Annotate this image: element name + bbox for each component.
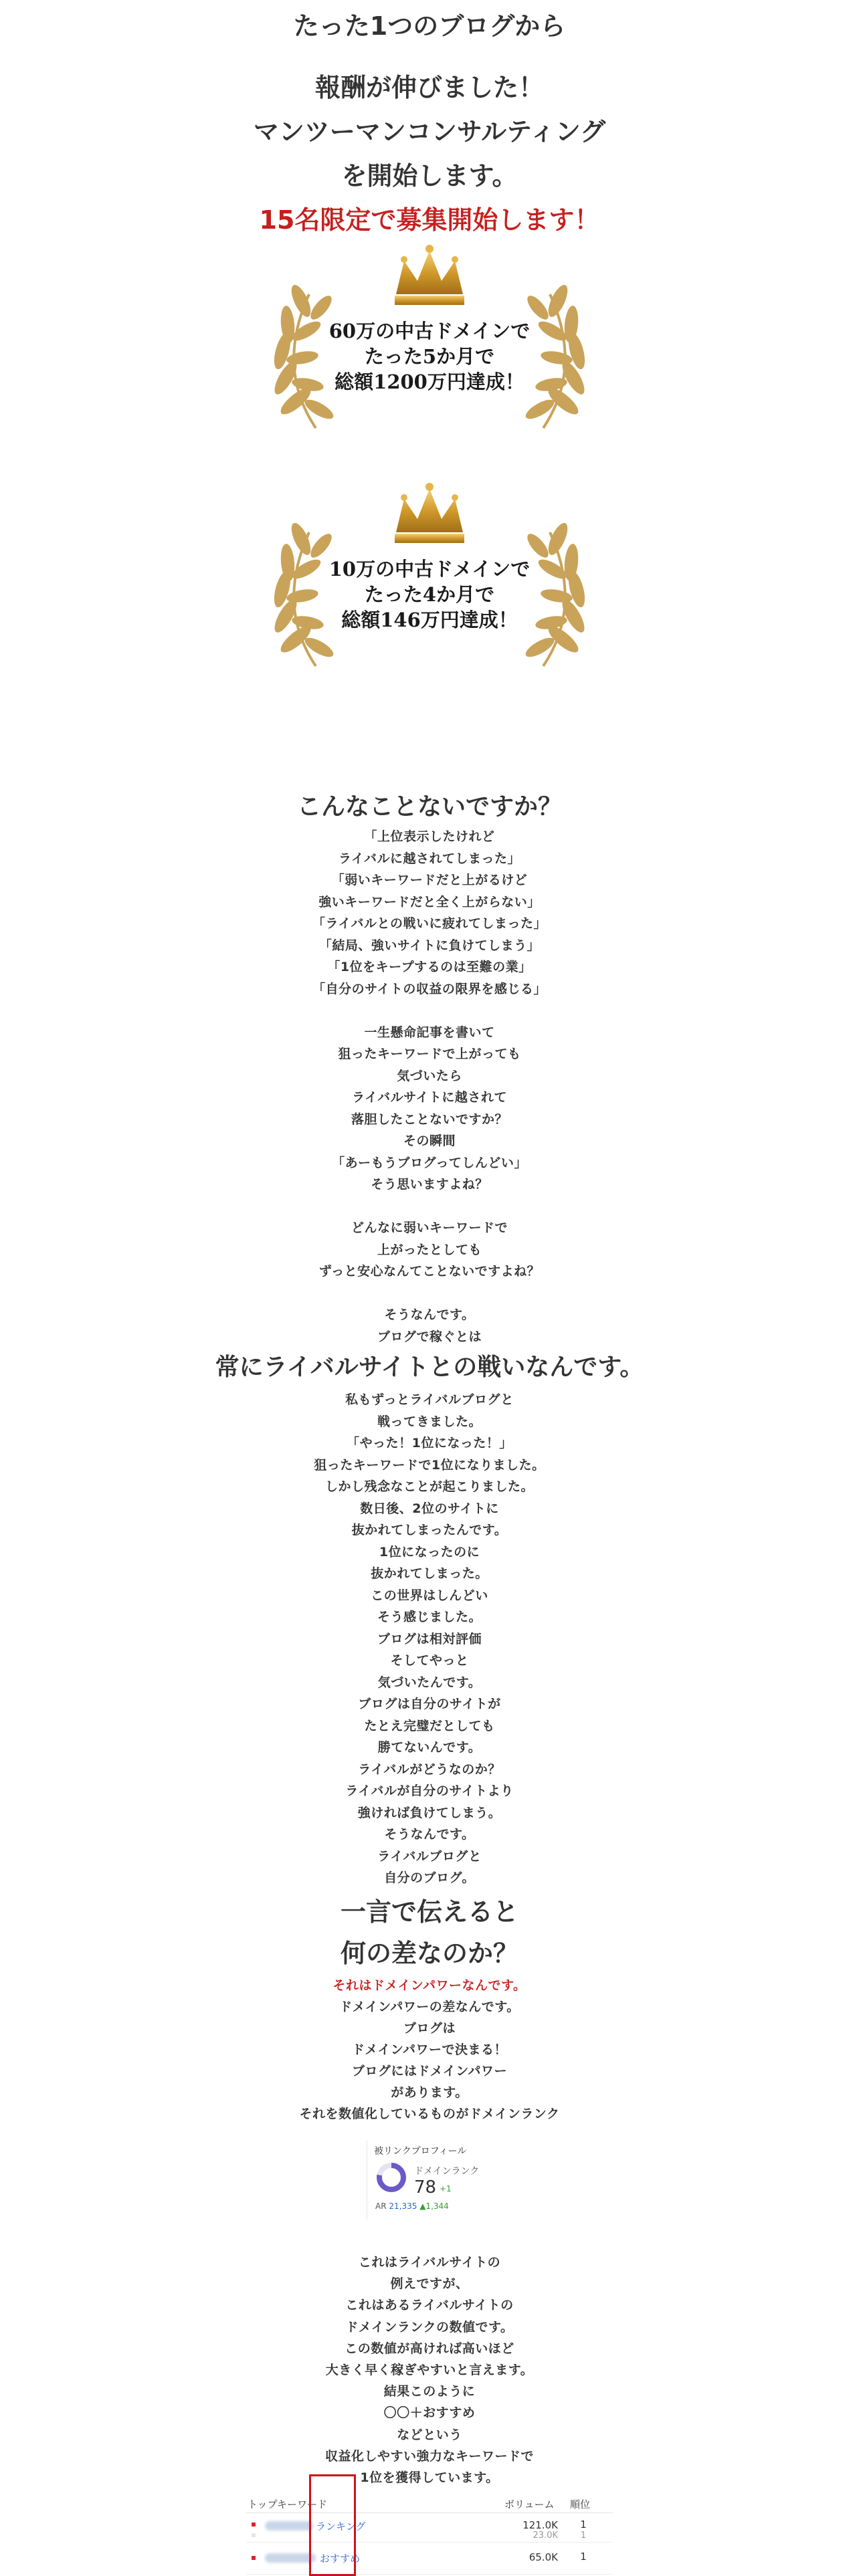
body-line: 「結局、強いサイトに負けてしまう」	[318, 938, 541, 953]
domain-power-highlight: それはドメインパワーなんです。	[332, 1978, 527, 1993]
body-line: そう思いますよね？	[371, 1177, 488, 1192]
keyword-rank-sub: 1	[580, 2531, 587, 2541]
body-line: 気づいたら	[397, 1068, 462, 1083]
body-line: これはあるライバルサイトの	[345, 2298, 514, 2313]
body-line: 勝てないんです。	[377, 1740, 482, 1755]
backlink-profile-widget	[367, 2140, 507, 2220]
body-line: 自分のブログ。	[384, 1870, 475, 1885]
ar-label: AR	[375, 2202, 387, 2211]
achievement-2-line2: たった4か月で	[364, 583, 495, 606]
domain-rank-delta: +1	[440, 2184, 452, 2193]
body-line: 抜かれてしまったんです。	[351, 1523, 508, 1537]
body-line: 「あーもうブログってしんどい」	[332, 1155, 527, 1170]
keyword-volume-sub: 23.0K	[533, 2531, 558, 2541]
keyword-link[interactable]: ランキング	[316, 2520, 366, 2533]
body-line: ライバルが自分のサイトより	[345, 1784, 514, 1798]
body-line: 大きく早く稼ぎやすいと言えます。	[325, 2363, 534, 2377]
body-line: 収益化しやすい強力なキーワードで	[324, 2448, 534, 2464]
achievement-badge-2	[249, 472, 610, 673]
domain-rank-value: 78	[414, 2177, 437, 2197]
body-line: そうなんです。	[384, 1827, 475, 1842]
body-line: その瞬間	[403, 1134, 456, 1148]
body-line: 「自分のサイトの収益の限界を感じる」	[312, 981, 547, 996]
achievement-1-line1: 60万の中古ドメインで	[328, 320, 531, 342]
keyword-marker-icon	[252, 2523, 256, 2527]
blurred-keyword	[265, 2521, 313, 2531]
body-line: 「弱いキーワードだと上がるけど	[331, 873, 528, 887]
achievement-2-line1: 10万の中古ドメインで	[328, 558, 531, 580]
body-line: 戦ってきました。	[377, 1414, 482, 1429]
page-title: たった1つのブログから	[293, 11, 566, 41]
keyword-rank: 1	[580, 2518, 587, 2531]
ahrefs-rank	[375, 2202, 449, 2211]
body-line: 例えですが、	[390, 2276, 469, 2292]
body-line: ずっと安心なんてことないですよね？	[318, 1264, 541, 1279]
limited-offer: 15名限定で募集開始します！	[259, 205, 600, 235]
body-line: 強ければ負けてしまう。	[357, 1805, 502, 1820]
keyword-marker-icon	[252, 2533, 256, 2537]
headline-2: マンツーマンコンサルティング	[253, 117, 606, 146]
body-line: などという	[397, 2427, 462, 2442]
body-line: ドメインパワーの差なんです。	[339, 2000, 520, 2014]
body-line: 落胆したことないですか？	[351, 1111, 508, 1127]
header-volume: ボリューム	[504, 2498, 555, 2510]
rank-highlight-box	[309, 2474, 356, 2576]
keyword-volume: 65.0K	[529, 2551, 558, 2563]
section2-heading: 常にライバルサイトとの戦いなんです。	[215, 1354, 644, 1381]
body-line: ブログにはドメインパワー	[351, 2064, 508, 2078]
body-line: ドメインランクの数値です。	[345, 2319, 514, 2335]
section3-heading-2: 何の差なのか？	[340, 1939, 518, 1968]
body-line: 1位になったのに	[379, 1544, 480, 1560]
keyword-link[interactable]: おすすめ	[320, 2553, 361, 2565]
body-line: ドメインパワーで決まる！	[351, 2042, 508, 2057]
body-line: 〇〇＋おすすめ	[383, 2405, 476, 2421]
body-line: ライバルがどうなのか？	[358, 1761, 501, 1777]
body-line: この世界はしんどい	[371, 1588, 488, 1603]
ar-delta: ▲1,344	[419, 2202, 449, 2211]
body-line: ブログは相対評価	[377, 1631, 482, 1646]
body-line: これはライバルサイトの	[358, 2255, 501, 2270]
body-line: そしてやっと	[390, 1653, 469, 1668]
body-line: ライバルブログと	[377, 1848, 482, 1864]
body-line: 上がったとしても	[377, 1242, 482, 1257]
achievement-2-line3: 総額146万円達成！	[341, 609, 518, 631]
body-line: それを数値化しているものがドメインランク	[299, 2107, 560, 2121]
achievement-badge-1	[249, 234, 610, 435]
header-rank: 順位	[570, 2498, 591, 2510]
table-row[interactable]	[246, 2547, 613, 2575]
body-line: 狙ったキーワードで上がっても	[338, 1047, 521, 1061]
body-line: 私もずっとライバルブログと	[345, 1392, 514, 1407]
body-line: ブログは	[403, 2021, 456, 2036]
body-line: ライバルサイトに越されて	[352, 1090, 507, 1105]
widget-title: 被リンクプロフィール	[374, 2146, 467, 2157]
keyword-marker-icon	[252, 2556, 256, 2560]
body-line: 「ライバルとの戦いに疲れてしまった」	[312, 916, 547, 931]
achievement-1-line3: 総額1200万円達成！	[335, 370, 524, 393]
body-line: たとえ完璧だとしても	[364, 1718, 495, 1733]
body-line: ライバルに越されてしまった」	[338, 851, 521, 866]
domain-rank-label: ドメインランク	[414, 2166, 480, 2177]
headline-3: を開始します。	[341, 161, 518, 191]
body-line: どんなに弱いキーワードで	[351, 1220, 508, 1235]
ar-value[interactable]: 21,335	[389, 2202, 417, 2211]
body-line: ブログで稼ぐとは	[377, 1329, 482, 1344]
top-keywords-table	[246, 2493, 613, 2576]
body-line: 「やった！1位になった！」	[347, 1436, 512, 1451]
body-line: 強いキーワードだと全く上がらない」	[318, 894, 541, 909]
table-header	[246, 2493, 613, 2513]
header-keyword: トップキーワード	[248, 2498, 327, 2510]
blurred-keyword	[265, 2553, 316, 2563]
body-line: 抜かれてしまった。	[371, 1566, 488, 1581]
body-line: ブログは自分のサイトが	[358, 1697, 501, 1711]
body-line: 数日後、2位のサイトに	[360, 1501, 499, 1516]
crown-icon	[395, 483, 464, 543]
section1-heading: こんなことないですか？	[296, 793, 562, 821]
body-line: があります。	[391, 2085, 468, 2100]
body-line: この数値が高ければ高いほど	[345, 2341, 514, 2356]
body-line: 気づいたんです。	[377, 1675, 482, 1690]
keyword-rank: 1	[580, 2551, 587, 2563]
body-line: 1位を獲得しています。	[360, 2470, 499, 2485]
body-line: 結果このように	[383, 2384, 476, 2399]
body-line: しかし残念なことが起こりました。	[324, 1479, 534, 1494]
body-line: 狙ったキーワードで1位になりました。	[314, 1457, 545, 1473]
body-line: 「1位をキープするのは至難の業」	[327, 960, 532, 974]
table-row[interactable]	[246, 2514, 613, 2543]
achievement-1-line2: たった5か月で	[364, 345, 495, 368]
keyword-volume: 121.0K	[522, 2519, 558, 2531]
body-line: 一生懸命記事を書いて	[364, 1025, 495, 1040]
crown-icon	[395, 245, 464, 305]
headline-1: 報酬が伸びました！	[314, 73, 544, 102]
body-line: そう感じました。	[377, 1610, 482, 1624]
section3-heading-1: 一言で伝えると	[340, 1897, 518, 1927]
domain-rank-ring-icon	[375, 2161, 407, 2193]
body-line: 「上位表示したけれど	[364, 829, 495, 844]
body-line: そうなんです。	[384, 1307, 475, 1322]
